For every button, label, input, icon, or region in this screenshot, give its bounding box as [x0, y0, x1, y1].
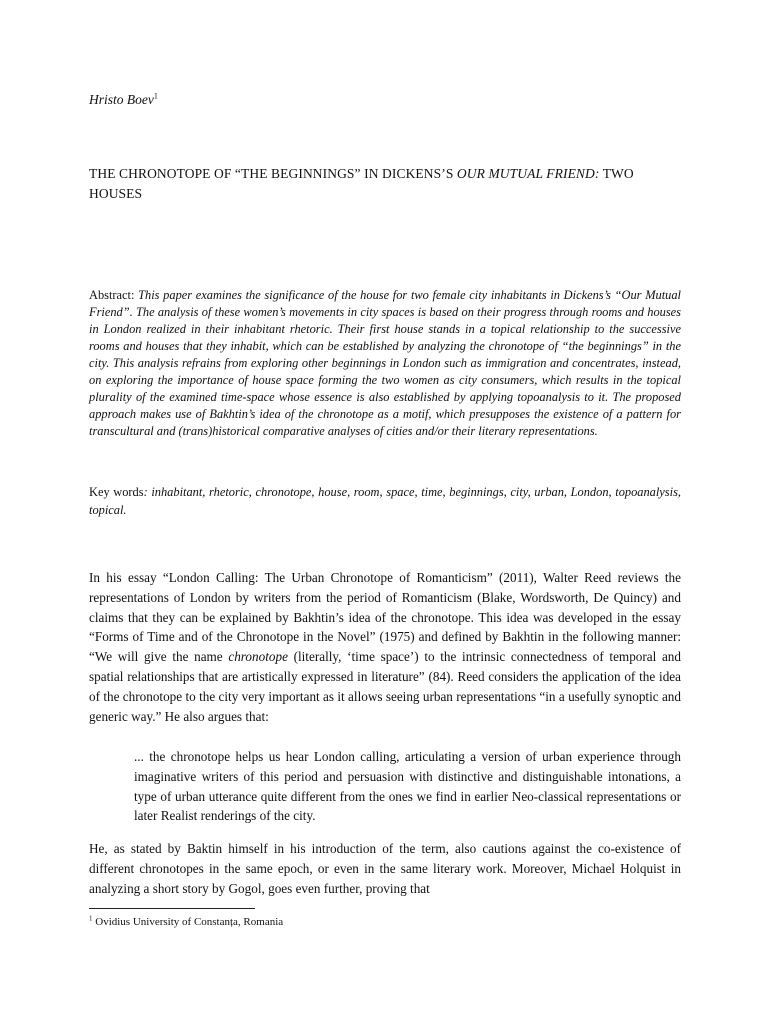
body-paragraph-1	[89, 568, 681, 726]
footnote-separator	[89, 908, 255, 909]
keywords-paragraph	[89, 484, 681, 519]
keywords-label: Key words	[89, 485, 144, 499]
abstract-text: This paper examines the significance of the house for two female city inhabitants in Dickens’s “Our Mutual Friend”. The analysis of these women’s movements in city spaces is based on their progress through rooms and houses in London realized in their inhabitant rhetoric. Their first house stands in a topical relationship to the successive rooms and houses that they inhabit, which can be established by analyzing the chronotope of “the beginnings” in the city. This analysis refrains from exploring other beginnings in London such as immigration and concentrates, instead, on exploring the importance of house space forming the two women as city consumers, which results in the topical plurality of the examined time-space whose essence is also established by applying topoanalysis to it. The proposed approach makes use of Bakhtin’s idea of the chronotope as a motif, which presupposes the existence of a pattern for transcultural and (trans)historical comparative analyses of cities and/or their literary representations.	[89, 288, 681, 438]
author-line	[89, 92, 158, 108]
body1-part2: (literally, ‘time space’) to the intrinsic connectedness of temporal and spatial relationships that are artistically expressed in literature” (84). Reed considers the application of the idea of the chronotope to the city very important as it allows seeing urban representations “in a usefully synoptic and generic way.” He also argues that:	[89, 649, 681, 724]
keywords-text: : inhabitant, rhetoric, chronotope, house, room, space, time, beginnings, city, urban, London, topoanalysis, topical.	[89, 485, 681, 517]
body1-part1: In his essay “London Calling: The Urban Chronotope of Romanticism” (2011), Walter Reed reviews the representations of London by writers from the period of Romanticism (Blake, Wordsworth, De Quincy) and claims that they can be explained by Bakhtin’s idea of the chronotope. This idea was developed in the essay “Forms of Time and of the Chronotope in the Novel” (1975) and defined by Bakhtin in the following manner: “We will give the name	[89, 570, 681, 665]
title-suffix: TWO HOUSES	[89, 166, 634, 201]
paper-title	[89, 164, 681, 204]
body-paragraph-2: He, as stated by Baktin himself in his introduction of the term, also cautions against the co-existence of different chronotopes in the same epoch, or even in the same literary work. Moreover, Michael Holquist in analyzing a short story by Gogol, goes even further, proving that	[89, 841, 681, 896]
author-name: Hristo Boev	[89, 92, 154, 107]
body1-italic-term: chronotope	[228, 649, 288, 665]
block-quote: ... the chronotope helps us hear London calling, articulating a version of urban experience through imaginative writers of this period and persuasion with distinctive and distinguishable intonations, a type of urban utterance quite different from the ones we find in earlier Neo-classical representations or later Realist renderings of the city.	[134, 749, 681, 824]
abstract-label: Abstract:	[89, 288, 139, 302]
footnote	[89, 916, 283, 928]
author-footnote-mark: 1	[153, 91, 158, 101]
abstract-paragraph	[89, 287, 681, 440]
footnote-mark: 1	[89, 914, 93, 923]
title-italic-work: OUR MUTUAL FRIEND:	[456, 166, 600, 181]
title-prefix: THE CHRONOTOPE OF “THE BEGINNINGS” IN DICKENS’S	[89, 166, 457, 181]
footnote-text: Ovidius University of Constanța, Romania	[92, 916, 284, 928]
